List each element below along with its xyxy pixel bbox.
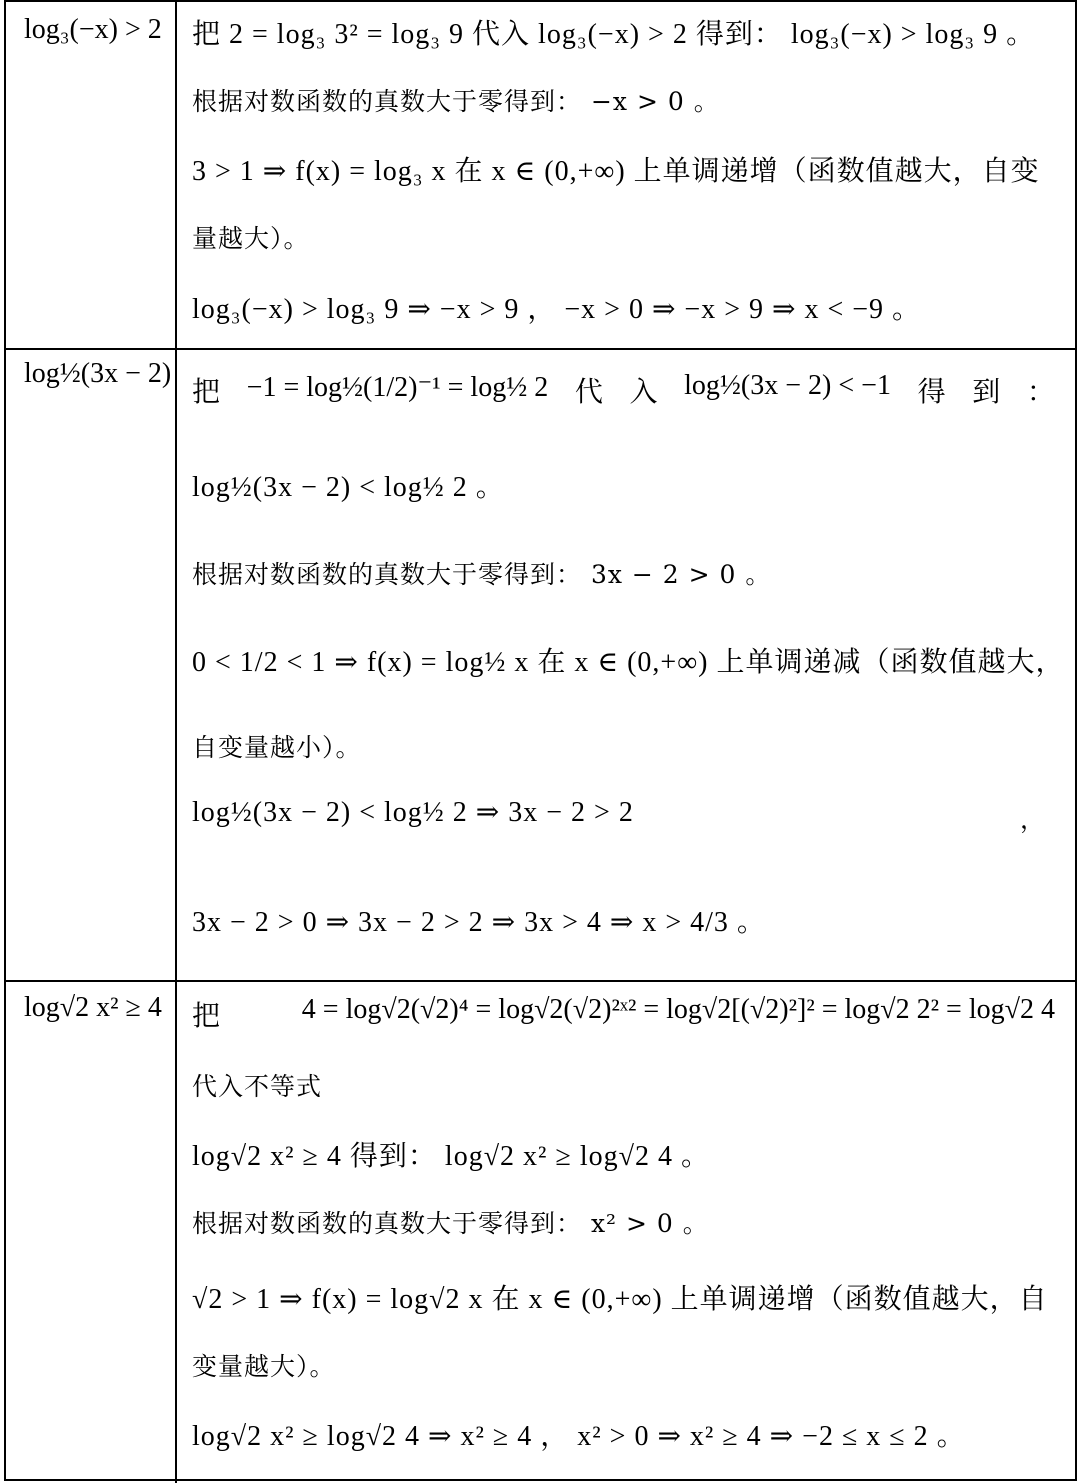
step-line: √2 > 1 ⇒ f(x) = log√2 x 在 x ∈ (0,+∞) 上单调递增（函数值越大，自 bbox=[192, 1284, 1048, 1315]
trailing-comma: ， bbox=[1019, 805, 1045, 834]
step-line: log√2 x² ≥ 4 得到： log√2 x² ≥ log√2 4 。 bbox=[192, 1141, 710, 1172]
table-row bbox=[6, 350, 1075, 982]
step-line-justified bbox=[192, 370, 1055, 410]
step-line: 根据对数函数的真数大于零得到： x² > 0 。 bbox=[192, 1209, 709, 1238]
step-line: 把 2 = log₃ 3² = log₃ 9 代入 log₃(−x) > 2 得到： log₃(−x) > log₃ 9 。 bbox=[192, 19, 1036, 50]
table-row bbox=[6, 982, 1075, 1483]
column-divider bbox=[175, 2, 177, 348]
log-inequality-table bbox=[4, 0, 1077, 1481]
row-label: log₃(−x) > 2 bbox=[24, 14, 162, 45]
step-line: 根据对数函数的真数大于零得到： −x > 0 。 bbox=[192, 87, 720, 116]
row-label: log√2 x² ≥ 4 bbox=[24, 992, 162, 1023]
step-fragment: 到 bbox=[972, 377, 1001, 408]
step-fragment: 入 bbox=[629, 377, 658, 408]
table-row bbox=[6, 2, 1075, 350]
step-line: log½(3x − 2) < log½ 2 ⇒ 3x − 2 > 2 bbox=[192, 797, 634, 828]
column-divider bbox=[175, 350, 177, 980]
step-fragment: log½(3x − 2) < −1 bbox=[684, 370, 891, 401]
step-line: 0 < 1/2 < 1 ⇒ f(x) = log½ x 在 x ∈ (0,+∞) 上单调递减（函数值越大， bbox=[192, 647, 1065, 678]
row-label: log½(3x − 2) bbox=[24, 358, 172, 389]
step-line: 变量越大）。 bbox=[192, 1352, 336, 1381]
step-line-justified bbox=[192, 994, 1055, 1034]
step-line: 自变量越小）。 bbox=[192, 733, 362, 762]
step-line: 3 > 1 ⇒ f(x) = log₃ x 在 x ∈ (0,+∞) 上单调递增（函数值越大，自变 bbox=[192, 156, 1040, 187]
step-fragment: 代 bbox=[574, 377, 603, 408]
step-line: 代入不等式 bbox=[192, 1072, 323, 1101]
step-line: log₃(−x) > log₃ 9 ⇒ −x > 9 ， −x > 0 ⇒ −x > 9 ⇒ x < −9 。 bbox=[192, 294, 922, 325]
step-fragment: −1 = log½(1/2)⁻¹ = log½ 2 bbox=[246, 372, 549, 403]
step-line: log√2 x² ≥ log√2 4 ⇒ x² ≥ 4 ， x² > 0 ⇒ x² ≥ 4 ⇒ −2 ≤ x ≤ 2 。 bbox=[192, 1421, 966, 1452]
step-fragment: 把 bbox=[192, 377, 221, 408]
step-fragment: ： bbox=[1026, 377, 1055, 408]
step-line: 根据对数函数的真数大于零得到： 3x − 2 > 0 。 bbox=[192, 560, 772, 589]
column-divider bbox=[175, 982, 177, 1483]
step-line: log½(3x − 2) < log½ 2 。 bbox=[192, 472, 505, 503]
step-fragment: 得 bbox=[917, 377, 946, 408]
step-fragment: 把 bbox=[192, 1001, 221, 1032]
step-fragment: 4 = log√2(√2)⁴ = log√2(√2)²ˣ² = log√2[(√2)²]² = log√2 2² = log√2 4 bbox=[301, 994, 1055, 1025]
step-line: 3x − 2 > 0 ⇒ 3x − 2 > 2 ⇒ 3x > 4 ⇒ x > 4/3 。 bbox=[192, 907, 766, 938]
step-line: 量越大）。 bbox=[192, 224, 310, 253]
